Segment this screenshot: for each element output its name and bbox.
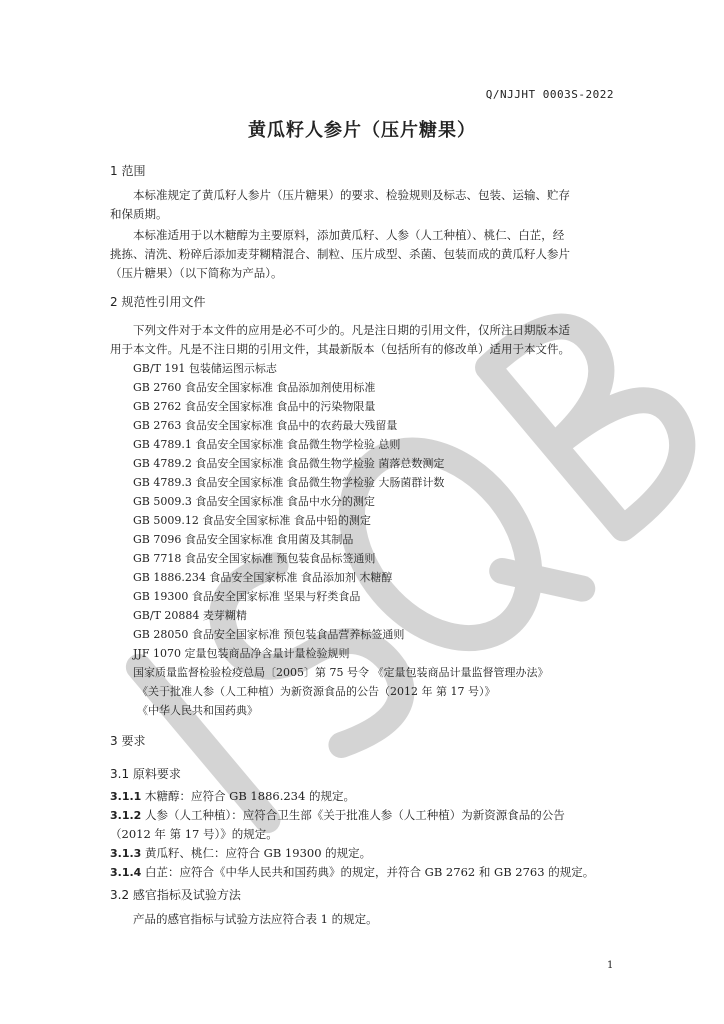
clause-3-1-3 <box>110 845 371 861</box>
reference-item: GB 4789.3 食品安全国家标准 食品微生物学检验 大肠菌群计数 <box>133 476 445 489</box>
scope-para2-line3: （压片糖果）（以下简称为产品）。 <box>110 266 283 280</box>
scope-para1-line2: 和保质期。 <box>110 207 168 221</box>
section-heading-requirements: 3 要求 <box>110 734 146 748</box>
clause-3-1-2 <box>110 807 565 823</box>
scope-para2-line2: 挑拣、清洗、粉碎后添加麦芽糊精混合、制粒、压片成型、杀菌、包装而成的黄瓜籽人参片 <box>110 247 570 261</box>
subsection-heading-raw-materials: 3.1 原料要求 <box>110 767 181 781</box>
clause-3-1-4 <box>110 864 594 880</box>
reference-item: GB 4789.2 食品安全国家标准 食品微生物学检验 菌落总数测定 <box>133 457 445 470</box>
reference-item: GB 5009.3 食品安全国家标准 食品中水分的测定 <box>133 495 375 508</box>
page-number: 1 <box>607 960 614 971</box>
reference-item: GB/T 20884 麦芽糊精 <box>133 609 247 622</box>
reference-item: GB 5009.12 食品安全国家标准 食品中铅的测定 <box>133 514 371 527</box>
document-code: Q/NJJHT 0003S-2022 <box>485 88 614 101</box>
reference-item: GB 2760 食品安全国家标准 食品添加剂使用标准 <box>133 381 376 394</box>
clause-number: 3.1.3 <box>110 847 142 860</box>
reference-item: GB 4789.1 食品安全国家标准 食品微生物学检验 总则 <box>133 438 401 451</box>
clause-number: 3.1.2 <box>110 809 142 822</box>
clause-number: 3.1.1 <box>110 790 142 803</box>
reference-item: GB 7096 食品安全国家标准 食用菌及其制品 <box>133 533 354 546</box>
reference-item: 《中华人民共和国药典》 <box>137 704 258 717</box>
reference-item: GB 2763 食品安全国家标准 食品中的农药最大残留量 <box>133 419 398 432</box>
clause-text: 人参（人工种植）：应符合卫生部《关于批准人参（人工种植）为新资源食品的公告 <box>141 808 565 822</box>
document-title: 黄瓜籽人参片（压片糖果） <box>248 120 476 141</box>
clause-number: 3.1.4 <box>110 866 142 879</box>
clause-3-1-1 <box>110 788 355 804</box>
reference-item: 《关于批准人参（人工种植）为新资源食品的公告（2012 年 第 17 号）》 <box>137 685 496 698</box>
references-intro-line2: 用于本文件。凡是不注日期的引用文件，其最新版本（包括所有的修改单）适用于本文件。 <box>110 342 570 356</box>
reference-item: GB/T 191 包装储运图示标志 <box>133 362 277 375</box>
reference-item: JJF 1070 定量包装商品净含量计量检验规则 <box>133 647 350 660</box>
section-heading-normative-references: 2 规范性引用文件 <box>110 295 206 309</box>
reference-item: GB 7718 食品安全国家标准 预包装食品标签通则 <box>133 552 376 565</box>
clause-3-1-2-line2: （2012 年 第 17 号）》的规定。 <box>110 827 278 841</box>
scope-para1-line1: 本标准规定了黄瓜籽人参片（压片糖果）的要求、检验规则及标志、包装、运输、贮存 <box>133 188 570 202</box>
scope-para2-line1: 本标准适用于以木糖醇为主要原料，添加黄瓜籽、人参（人工种植）、桃仁、白芷，经 <box>133 228 565 242</box>
clause-text: 黄瓜籽、桃仁：应符合 GB 19300 的规定。 <box>141 846 372 860</box>
subsection-heading-sensory: 3.2 感官指标及试验方法 <box>110 888 241 902</box>
clause-text: 木糖醇：应符合 GB 1886.234 的规定。 <box>141 789 355 803</box>
reference-item: GB 28050 食品安全国家标准 预包装食品营养标签通则 <box>133 628 405 641</box>
section-heading-scope: 1 范围 <box>110 164 146 178</box>
sensory-paragraph: 产品的感官指标与试验方法应符合表 1 的规定。 <box>133 912 378 926</box>
references-intro-line1: 下列文件对于本文件的应用是必不可少的。凡是注日期的引用文件，仅所注日期版本适 <box>133 323 570 337</box>
reference-item: GB 2762 食品安全国家标准 食品中的污染物限量 <box>133 400 376 413</box>
clause-text: 白芷：应符合《中华人民共和国药典》的规定，并符合 GB 2762 和 GB 2763 的规定。 <box>141 865 595 879</box>
reference-item: 国家质量监督检验检疫总局〔2005〕第 75 号令 《定量包装商品计量监督管理办法》 <box>133 666 549 679</box>
reference-item: GB 19300 食品安全国家标准 坚果与籽类食品 <box>133 590 361 603</box>
reference-item: GB 1886.234 食品安全国家标准 食品添加剂 木糖醇 <box>133 571 393 584</box>
